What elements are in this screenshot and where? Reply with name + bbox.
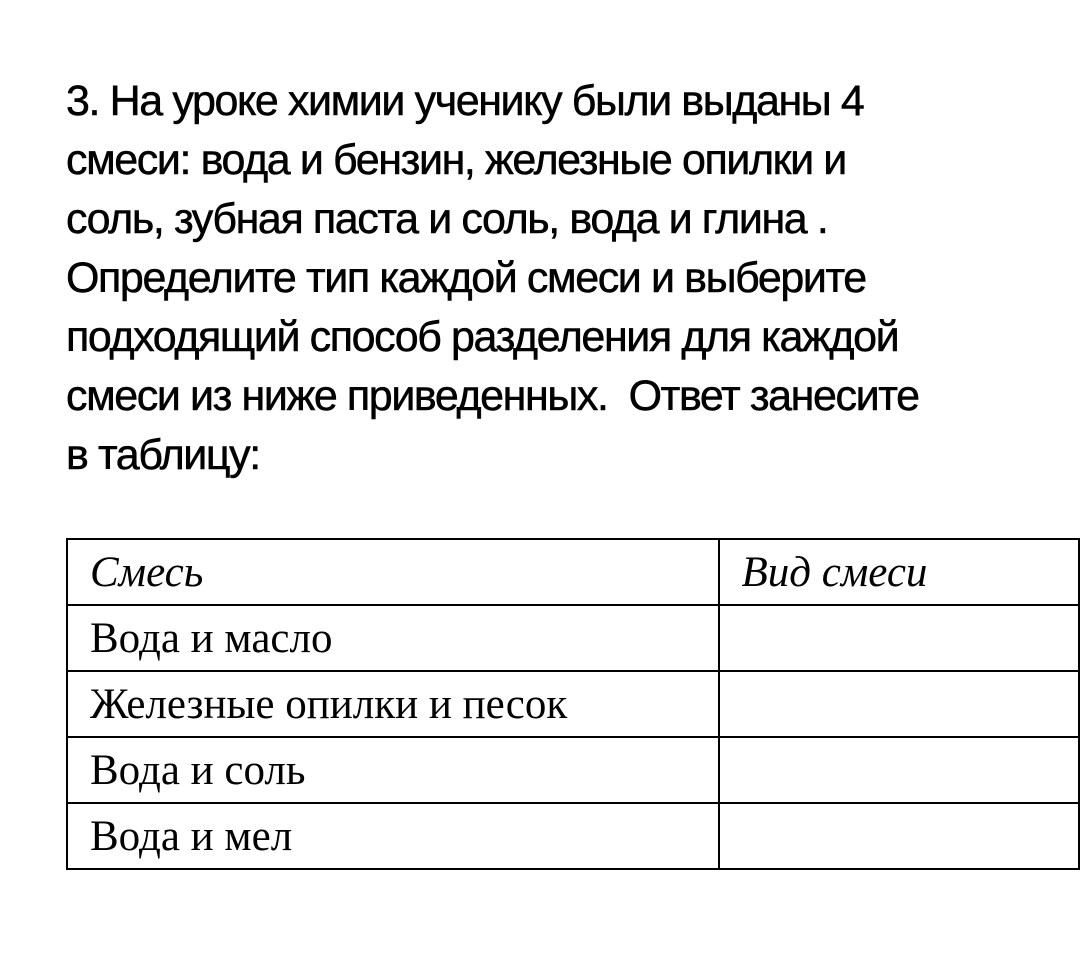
mixture-type-cell bbox=[719, 803, 1079, 869]
task-line: смеси: вода и бензин, железные опилки и bbox=[66, 136, 846, 184]
answer-table bbox=[66, 538, 1080, 870]
mixture-cell: Железные опилки и песок bbox=[67, 671, 719, 737]
table-header-row bbox=[67, 539, 1079, 605]
table-row bbox=[67, 605, 1079, 671]
table-row bbox=[67, 803, 1079, 869]
mixture-cell: Вода и соль bbox=[67, 737, 719, 803]
task-line: 3. На уроке химии ученику были выданы 4 bbox=[66, 77, 864, 125]
table-row bbox=[67, 737, 1079, 803]
task-line: соль, зубная паста и соль, вода и глина . bbox=[66, 195, 828, 243]
mixture-type-cell bbox=[719, 737, 1079, 803]
task-line: в таблицу: bbox=[66, 431, 260, 479]
mixture-type-cell bbox=[719, 605, 1079, 671]
task-text bbox=[66, 72, 1066, 485]
column-header-mixture-type: Вид смеси bbox=[719, 539, 1079, 605]
column-header-mixture: Смесь bbox=[67, 539, 719, 605]
mixture-type-cell bbox=[719, 671, 1079, 737]
mixture-cell: Вода и мел bbox=[67, 803, 719, 869]
task-line: Определите тип каждой смеси и выберите bbox=[66, 254, 866, 302]
table-row bbox=[67, 671, 1079, 737]
mixture-cell: Вода и масло bbox=[67, 605, 719, 671]
task-line: подходящий способ разделения для каждой bbox=[66, 313, 899, 361]
task-line: смеси из ниже приведенных. Ответ занесите bbox=[66, 372, 919, 420]
